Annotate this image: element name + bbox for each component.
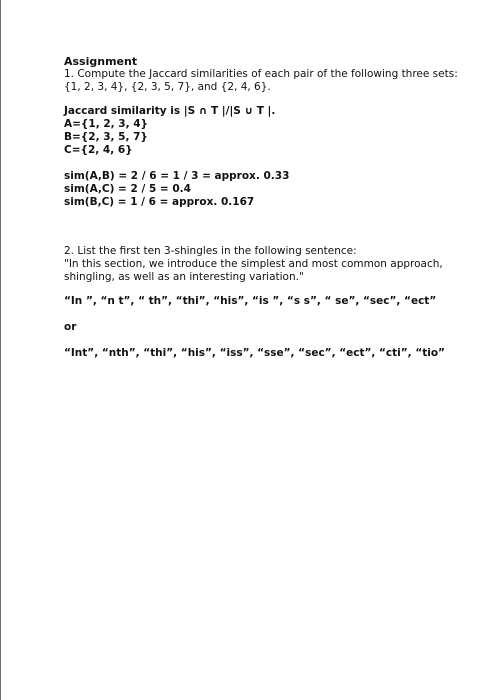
assignment-content bbox=[64, 55, 484, 360]
question-2-sentence-line1: "In this section, we introduce the simplest and most common approach, bbox=[64, 258, 443, 270]
question-2-sentence-line2: shingling, as well as an interesting variation." bbox=[64, 271, 304, 283]
page-left-border bbox=[0, 0, 1, 700]
sim-ac: sim(A,C) = 2 / 5 = 0.4 bbox=[64, 183, 191, 195]
jaccard-definition: Jaccard similarity is |S ∩ T |/|S ∪ T |. bbox=[64, 105, 276, 117]
shingles-answer-2: “Int”, “nth”, “thi”, “his”, “iss”, “sse”, “sec”, “ect”, “cti”, “tio” bbox=[64, 347, 445, 359]
question-2-text: 2. List the first ten 3-shingles in the following sentence: bbox=[64, 245, 357, 257]
assignment-title: Assignment bbox=[64, 55, 138, 68]
set-b: B={2, 3, 5, 7} bbox=[64, 131, 148, 143]
set-a: A={1, 2, 3, 4} bbox=[64, 118, 149, 130]
sim-bc: sim(B,C) = 1 / 6 = approx. 0.167 bbox=[64, 196, 255, 208]
or-separator: or bbox=[64, 321, 77, 333]
question-1-sets: {1, 2, 3, 4}, {2, 3, 5, 7}, and {2, 4, 6}. bbox=[64, 81, 271, 93]
question-1-text: 1. Compute the Jaccard similarities of each pair of the following three sets: bbox=[64, 68, 458, 80]
sim-ab: sim(A,B) = 2 / 6 = 1 / 3 = approx. 0.33 bbox=[64, 170, 290, 182]
shingles-answer-1: “In ”, “n t”, “ th”, “thi”, “his”, “is ”, “s s”, “ se”, “sec”, “ect” bbox=[64, 295, 437, 307]
set-c: C={2, 4, 6} bbox=[64, 144, 133, 156]
